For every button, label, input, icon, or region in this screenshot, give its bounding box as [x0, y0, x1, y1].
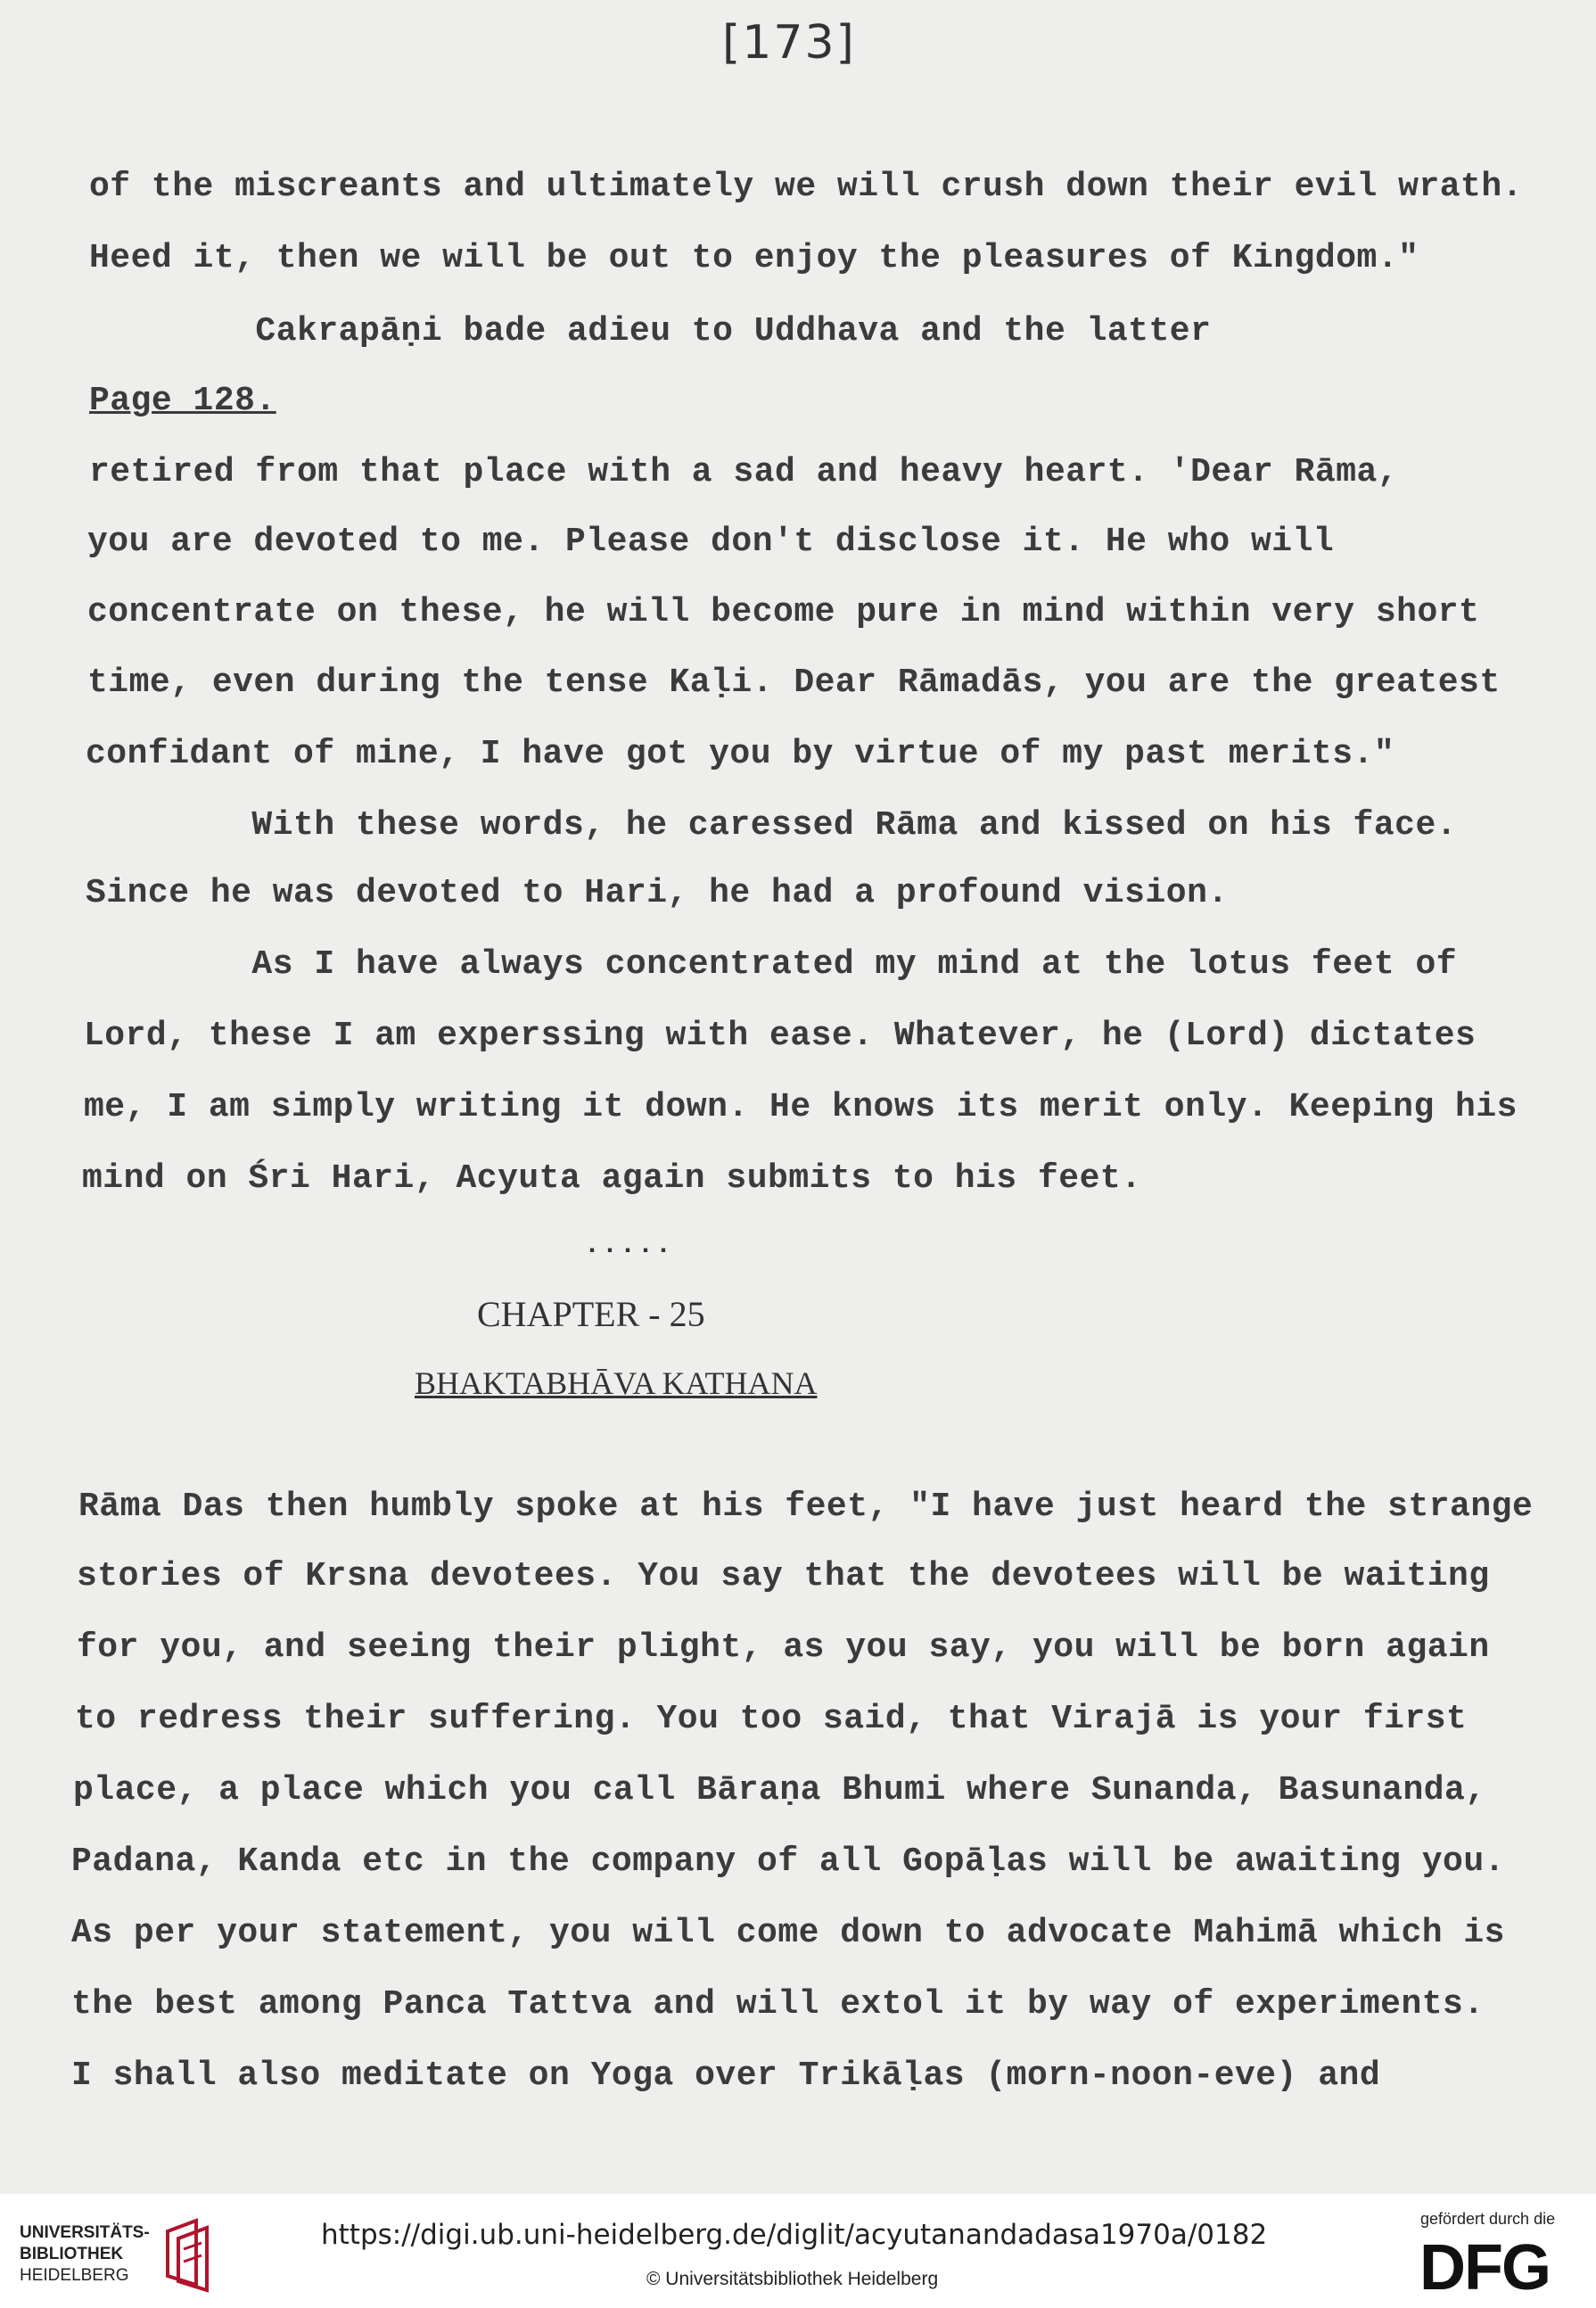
- text-line: Cakrapāṇi bade adieu to Uddhava and the latter: [89, 312, 1212, 350]
- permalink-url[interactable]: https://digi.ub.uni-heidelberg.de/diglit/acyutanandadasa1970a/0182: [321, 2219, 1268, 2251]
- funding-label: gefördert durch die: [1420, 2210, 1556, 2228]
- text-line: retired from that place with a sad and heavy heart. 'Dear Rāma,: [89, 453, 1399, 491]
- text-line: to redress their suffering. You too said, that Virajā is your first: [75, 1700, 1468, 1738]
- section-separator: .....: [584, 1231, 674, 1261]
- text-line: you are devoted to me. Please don't disclose it. He who will: [87, 523, 1335, 561]
- copyright-notice: © Universitätsbibliothek Heidelberg: [646, 2269, 939, 2289]
- chapter-heading: CHAPTER - 25: [477, 1294, 705, 1334]
- text-line: Padana, Kanda etc in the company of all Gopāḷas will be awaiting you.: [71, 1842, 1505, 1881]
- library-name-line: UNIVERSITÄTS-: [20, 2223, 150, 2242]
- dfg-logo[interactable]: DFG: [1419, 2232, 1550, 2304]
- text-line: Since he was devoted to Hari, he had a profound vision.: [86, 874, 1229, 912]
- text-line: Heed it, then we will be out to enjoy the pleasures of Kingdom.": [89, 239, 1419, 277]
- text-line: me, I am simply writing it down. He knows its merit only. Keeping his: [84, 1088, 1518, 1126]
- text-line: Rāma Das then humbly spoke at his feet, "I have just heard the strange: [78, 1488, 1534, 1526]
- footer-bar: [0, 2194, 1596, 2308]
- text-line: place, a place which you call Bāraṇa Bhumi where Sunanda, Basunanda,: [73, 1771, 1486, 1809]
- library-name-line: HEIDELBERG: [20, 2266, 129, 2285]
- text-line: stories of Krsna devotees. You say that the devotees will be waiting: [77, 1557, 1490, 1595]
- library-emblem-icon: [160, 2213, 223, 2294]
- chapter-title: BHAKTABHĀVA KATHANA: [415, 1365, 818, 1401]
- text-line: for you, and seeing their plight, as you say, you will be born again: [77, 1628, 1490, 1667]
- page-reference: Page 128.: [89, 382, 276, 420]
- text-line: I shall also meditate on Yoga over Trikāḷas (morn-noon-eve) and: [71, 2057, 1381, 2095]
- text-line: concentrate on these, he will become pure in mind within very short: [87, 593, 1480, 631]
- library-name-line: BIBLIOTHEK: [20, 2245, 124, 2263]
- page-marker: [173]: [722, 16, 856, 70]
- text-line: confidant of mine, I have got you by virtue of my past merits.": [86, 735, 1395, 773]
- text-line: of the miscreants and ultimately we will crush down their evil wrath.: [89, 168, 1523, 206]
- library-logo[interactable]: [20, 2222, 150, 2287]
- text-line: mind on Śri Hari, Acyuta again submits to his feet.: [82, 1159, 1142, 1198]
- text-line: Lord, these I am experssing with ease. Whatever, he (Lord) dictates: [84, 1017, 1477, 1055]
- text-line: With these words, he caressed Rāma and kissed on his face.: [86, 806, 1458, 845]
- text-line: the best among Panca Tattva and will extol it by way of experiments.: [71, 1985, 1485, 2024]
- text-line: As I have always concentrated my mind at the lotus feet of: [86, 945, 1458, 984]
- text-line: As per your statement, you will come down to advocate Mahimā which is: [71, 1914, 1505, 1952]
- text-line: time, even during the tense Kaḷi. Dear Rāmadās, you are the greatest: [87, 664, 1501, 702]
